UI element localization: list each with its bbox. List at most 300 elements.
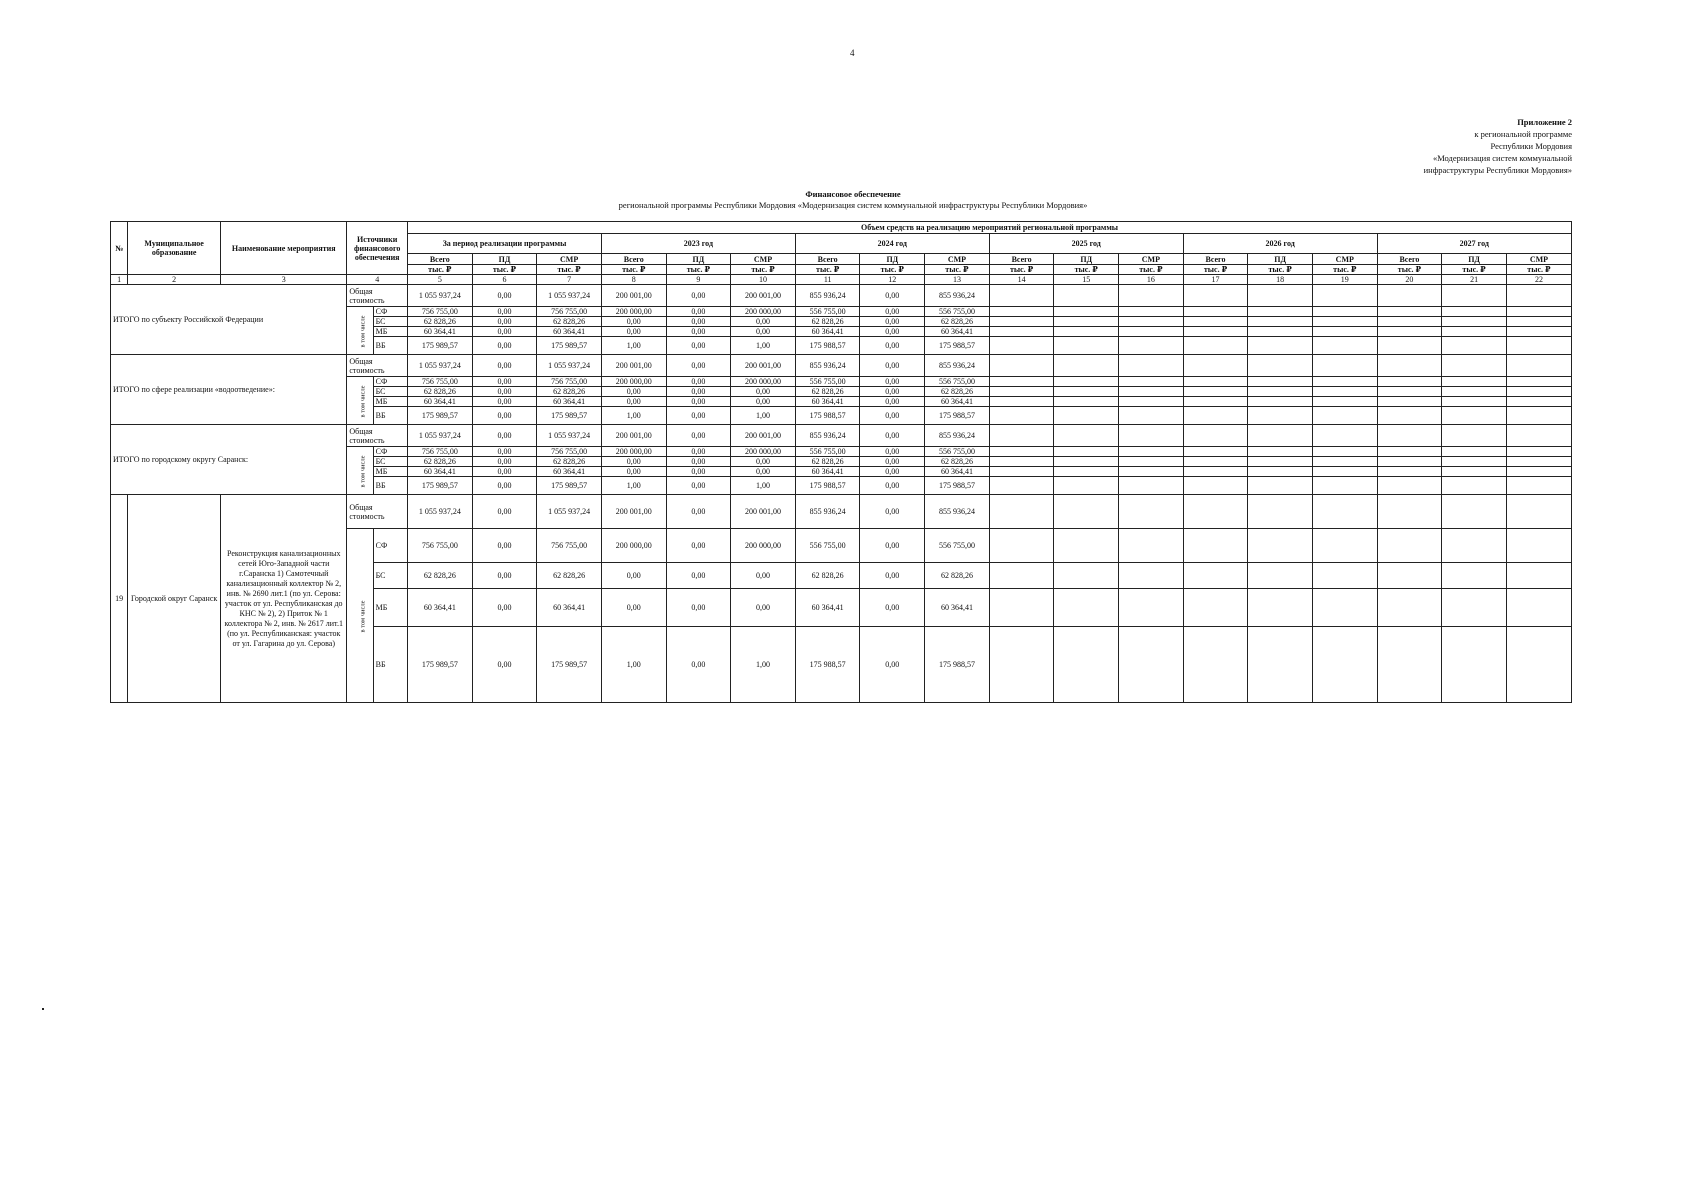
value-cell: 0,00 <box>472 407 537 425</box>
value-cell: 0,00 <box>666 387 731 397</box>
value-cell: 855 936,24 <box>925 285 990 307</box>
empty-cell <box>1506 457 1571 467</box>
value-cell: 62 828,26 <box>408 317 473 327</box>
empty-cell <box>1377 397 1442 407</box>
empty-cell <box>1442 387 1507 397</box>
value-cell: 0,00 <box>472 307 537 317</box>
value-cell: 0,00 <box>731 387 796 397</box>
empty-cell <box>1183 355 1248 377</box>
value-cell: 200 001,00 <box>731 355 796 377</box>
header-sub: Всего <box>601 254 666 265</box>
column-number: 13 <box>925 275 990 285</box>
empty-cell <box>1054 477 1119 495</box>
source-bs-label: БС <box>373 457 407 467</box>
value-cell: 60 364,41 <box>408 327 473 337</box>
value-cell: 855 936,24 <box>795 355 860 377</box>
value-cell: 0,00 <box>860 397 925 407</box>
header-event: Наименование мероприятия <box>221 222 347 275</box>
column-number: 4 <box>347 275 408 285</box>
empty-cell <box>1312 627 1377 703</box>
header-unit: тыс. ₽ <box>1119 265 1184 275</box>
empty-cell <box>1248 457 1313 467</box>
empty-cell <box>1312 317 1377 327</box>
value-cell: 200 000,00 <box>731 447 796 457</box>
value-cell: 60 364,41 <box>795 467 860 477</box>
empty-cell <box>1377 407 1442 425</box>
value-cell: 200 001,00 <box>601 425 666 447</box>
column-number: 20 <box>1377 275 1442 285</box>
value-cell: 1,00 <box>731 407 796 425</box>
including-text: в том числе <box>359 599 367 633</box>
value-cell: 756 755,00 <box>408 307 473 317</box>
source-vb-label: ВБ <box>373 627 407 703</box>
empty-cell <box>1054 467 1119 477</box>
value-cell: 200 000,00 <box>731 307 796 317</box>
value-cell: 0,00 <box>666 307 731 317</box>
empty-cell <box>1377 467 1442 477</box>
value-cell: 1,00 <box>601 407 666 425</box>
value-cell: 0,00 <box>472 377 537 387</box>
empty-cell <box>1312 529 1377 563</box>
empty-cell <box>1054 337 1119 355</box>
value-cell: 0,00 <box>666 327 731 337</box>
value-cell: 0,00 <box>472 457 537 467</box>
value-cell: 62 828,26 <box>795 317 860 327</box>
including-label <box>347 307 373 355</box>
source-mb-label: МБ <box>373 397 407 407</box>
header-unit: тыс. ₽ <box>1248 265 1313 275</box>
empty-cell <box>1506 337 1571 355</box>
empty-cell <box>1442 627 1507 703</box>
empty-cell <box>1506 563 1571 589</box>
value-cell: 0,00 <box>666 397 731 407</box>
empty-cell <box>1506 589 1571 627</box>
empty-cell <box>989 425 1054 447</box>
empty-cell <box>989 477 1054 495</box>
empty-cell <box>1248 589 1313 627</box>
empty-cell <box>989 447 1054 457</box>
value-cell: 0,00 <box>472 387 537 397</box>
header-volume: Объем средств на реализацию мероприятий региональной программы <box>408 222 1572 234</box>
value-cell: 200 001,00 <box>601 355 666 377</box>
header-sub: ПД <box>1054 254 1119 265</box>
empty-cell <box>1312 397 1377 407</box>
value-cell: 175 989,57 <box>537 407 602 425</box>
empty-cell <box>989 377 1054 387</box>
value-cell: 0,00 <box>860 377 925 387</box>
value-cell: 0,00 <box>666 495 731 529</box>
value-cell: 62 828,26 <box>537 317 602 327</box>
value-cell: 0,00 <box>472 285 537 307</box>
source-sf-label: СФ <box>373 529 407 563</box>
empty-cell <box>1248 407 1313 425</box>
empty-cell <box>1442 377 1507 387</box>
value-cell: 0,00 <box>860 337 925 355</box>
value-cell: 556 755,00 <box>795 307 860 317</box>
value-cell: 0,00 <box>601 589 666 627</box>
header-sub: СМР <box>1119 254 1184 265</box>
value-cell: 200 000,00 <box>601 307 666 317</box>
appendix-title: Приложение 2 <box>1517 117 1572 127</box>
empty-cell <box>989 387 1054 397</box>
empty-cell <box>1054 327 1119 337</box>
value-cell: 556 755,00 <box>795 447 860 457</box>
header-unit: тыс. ₽ <box>1054 265 1119 275</box>
empty-cell <box>1312 589 1377 627</box>
empty-cell <box>1183 627 1248 703</box>
empty-cell <box>1248 337 1313 355</box>
value-cell: 200 001,00 <box>731 425 796 447</box>
empty-cell <box>1248 355 1313 377</box>
empty-cell <box>1506 495 1571 529</box>
value-cell: 60 364,41 <box>408 397 473 407</box>
empty-cell <box>1248 397 1313 407</box>
value-cell: 0,00 <box>666 477 731 495</box>
column-number: 19 <box>1312 275 1377 285</box>
value-cell: 855 936,24 <box>795 495 860 529</box>
value-cell: 200 000,00 <box>601 529 666 563</box>
empty-cell <box>1442 467 1507 477</box>
value-cell: 0,00 <box>860 477 925 495</box>
empty-cell <box>1183 285 1248 307</box>
header-unit: тыс. ₽ <box>408 265 473 275</box>
value-cell: 855 936,24 <box>795 285 860 307</box>
empty-cell <box>1312 327 1377 337</box>
empty-cell <box>1248 307 1313 317</box>
value-cell: 175 989,57 <box>537 477 602 495</box>
empty-cell <box>1054 425 1119 447</box>
empty-cell <box>1442 563 1507 589</box>
empty-cell <box>1506 327 1571 337</box>
source-total-label: Общая стоимость <box>347 425 408 447</box>
empty-cell <box>1506 397 1571 407</box>
empty-cell <box>1442 477 1507 495</box>
empty-cell <box>1377 627 1442 703</box>
column-number: 3 <box>221 275 347 285</box>
empty-cell <box>1054 589 1119 627</box>
page-number: 4 <box>850 48 855 58</box>
row-number: 19 <box>111 495 128 703</box>
column-number: 14 <box>989 275 1054 285</box>
empty-cell <box>1442 407 1507 425</box>
value-cell: 62 828,26 <box>537 387 602 397</box>
appendix-line: Республики Мордовия <box>1490 141 1572 151</box>
including-text: в том числе <box>359 454 367 488</box>
empty-cell <box>1248 447 1313 457</box>
header-unit: тыс. ₽ <box>731 265 796 275</box>
value-cell: 1,00 <box>731 477 796 495</box>
including-label <box>347 377 373 425</box>
empty-cell <box>1442 317 1507 327</box>
empty-cell <box>989 563 1054 589</box>
value-cell: 60 364,41 <box>925 327 990 337</box>
source-bs-label: БС <box>373 387 407 397</box>
empty-cell <box>1377 307 1442 317</box>
value-cell: 62 828,26 <box>925 563 990 589</box>
empty-cell <box>1119 627 1184 703</box>
column-number: 12 <box>860 275 925 285</box>
value-cell: 855 936,24 <box>795 425 860 447</box>
empty-cell <box>1119 477 1184 495</box>
header-period-2027: 2027 год <box>1377 234 1571 254</box>
empty-cell <box>1442 285 1507 307</box>
section-label: ИТОГО по субъекту Российской Федерации <box>111 285 347 355</box>
source-total-label: Общая стоимость <box>347 495 408 529</box>
value-cell: 200 001,00 <box>731 495 796 529</box>
value-cell: 556 755,00 <box>795 377 860 387</box>
value-cell: 60 364,41 <box>537 467 602 477</box>
value-cell: 1,00 <box>601 627 666 703</box>
column-number: 7 <box>537 275 602 285</box>
empty-cell <box>1054 317 1119 327</box>
header-unit: тыс. ₽ <box>860 265 925 275</box>
value-cell: 1 055 937,24 <box>408 425 473 447</box>
value-cell: 175 988,57 <box>795 407 860 425</box>
column-number: 1 <box>111 275 128 285</box>
empty-cell <box>1054 457 1119 467</box>
value-cell: 0,00 <box>601 397 666 407</box>
header-sub: Всего <box>989 254 1054 265</box>
column-number: 22 <box>1506 275 1571 285</box>
value-cell: 756 755,00 <box>408 447 473 457</box>
source-sf-label: СФ <box>373 307 407 317</box>
empty-cell <box>1119 317 1184 327</box>
empty-cell <box>1183 327 1248 337</box>
empty-cell <box>1377 447 1442 457</box>
empty-cell <box>1119 457 1184 467</box>
value-cell: 0,00 <box>472 425 537 447</box>
empty-cell <box>1506 285 1571 307</box>
empty-cell <box>989 307 1054 317</box>
empty-cell <box>1119 397 1184 407</box>
empty-cell <box>1054 495 1119 529</box>
empty-cell <box>1312 387 1377 397</box>
empty-cell <box>1054 285 1119 307</box>
empty-cell <box>1119 563 1184 589</box>
header-unit: тыс. ₽ <box>1506 265 1571 275</box>
empty-cell <box>1312 457 1377 467</box>
column-number: 10 <box>731 275 796 285</box>
value-cell: 0,00 <box>472 355 537 377</box>
empty-cell <box>1119 467 1184 477</box>
empty-cell <box>1506 317 1571 327</box>
empty-cell <box>1377 563 1442 589</box>
empty-cell <box>1312 285 1377 307</box>
empty-cell <box>1506 425 1571 447</box>
municipality-name: Городской округ Саранск <box>128 495 221 703</box>
empty-cell <box>1312 563 1377 589</box>
empty-cell <box>989 467 1054 477</box>
empty-cell <box>1312 425 1377 447</box>
value-cell: 62 828,26 <box>408 563 473 589</box>
empty-cell <box>1054 627 1119 703</box>
value-cell: 200 001,00 <box>601 285 666 307</box>
empty-cell <box>1506 355 1571 377</box>
value-cell: 0,00 <box>472 317 537 327</box>
empty-cell <box>1183 495 1248 529</box>
empty-cell <box>989 317 1054 327</box>
empty-cell <box>1054 447 1119 457</box>
value-cell: 60 364,41 <box>537 589 602 627</box>
value-cell: 0,00 <box>666 337 731 355</box>
value-cell: 0,00 <box>472 529 537 563</box>
header-unit: тыс. ₽ <box>666 265 731 275</box>
value-cell: 0,00 <box>860 467 925 477</box>
value-cell: 0,00 <box>472 627 537 703</box>
financing-table <box>110 221 1572 703</box>
empty-cell <box>1377 477 1442 495</box>
value-cell: 556 755,00 <box>925 307 990 317</box>
empty-cell <box>1377 377 1442 387</box>
value-cell: 62 828,26 <box>925 457 990 467</box>
header-sub: СМР <box>1506 254 1571 265</box>
value-cell: 62 828,26 <box>795 563 860 589</box>
column-number: 21 <box>1442 275 1507 285</box>
empty-cell <box>1248 495 1313 529</box>
empty-cell <box>1377 285 1442 307</box>
document-title <box>0 189 1706 211</box>
value-cell: 175 988,57 <box>795 337 860 355</box>
including-label <box>347 447 373 495</box>
empty-cell <box>1183 447 1248 457</box>
value-cell: 855 936,24 <box>925 495 990 529</box>
source-mb-label: МБ <box>373 467 407 477</box>
column-number: 16 <box>1119 275 1184 285</box>
value-cell: 756 755,00 <box>408 529 473 563</box>
value-cell: 0,00 <box>472 337 537 355</box>
header-sub: Всего <box>408 254 473 265</box>
header-unit: тыс. ₽ <box>1377 265 1442 275</box>
empty-cell <box>1248 387 1313 397</box>
value-cell: 175 988,57 <box>795 627 860 703</box>
empty-cell <box>1442 355 1507 377</box>
empty-cell <box>1054 397 1119 407</box>
header-num: № <box>111 222 128 275</box>
value-cell: 556 755,00 <box>925 529 990 563</box>
empty-cell <box>1183 317 1248 327</box>
value-cell: 175 989,57 <box>537 337 602 355</box>
empty-cell <box>1377 589 1442 627</box>
empty-cell <box>1442 495 1507 529</box>
empty-cell <box>1442 397 1507 407</box>
empty-cell <box>1054 407 1119 425</box>
value-cell: 200 001,00 <box>601 495 666 529</box>
value-cell: 175 988,57 <box>925 337 990 355</box>
empty-cell <box>1248 425 1313 447</box>
value-cell: 0,00 <box>601 457 666 467</box>
empty-cell <box>1377 457 1442 467</box>
empty-cell <box>989 589 1054 627</box>
column-number: 17 <box>1183 275 1248 285</box>
value-cell: 855 936,24 <box>925 355 990 377</box>
value-cell: 0,00 <box>860 425 925 447</box>
value-cell: 200 000,00 <box>601 447 666 457</box>
column-number: 18 <box>1248 275 1313 285</box>
empty-cell <box>1442 589 1507 627</box>
empty-cell <box>1183 589 1248 627</box>
empty-cell <box>1248 529 1313 563</box>
header-sub: Всего <box>795 254 860 265</box>
value-cell: 0,00 <box>666 355 731 377</box>
including-text: в том числе <box>359 314 367 348</box>
header-sub: СМР <box>1312 254 1377 265</box>
empty-cell <box>1442 425 1507 447</box>
column-number: 9 <box>666 275 731 285</box>
empty-cell <box>989 529 1054 563</box>
header-sub: ПД <box>1442 254 1507 265</box>
value-cell: 175 988,57 <box>925 407 990 425</box>
appendix-block <box>1312 116 1572 176</box>
empty-cell <box>1183 563 1248 589</box>
header-sub: ПД <box>472 254 537 265</box>
value-cell: 1,00 <box>731 627 796 703</box>
value-cell: 0,00 <box>666 589 731 627</box>
empty-cell <box>1183 467 1248 477</box>
value-cell: 0,00 <box>860 627 925 703</box>
empty-cell <box>1119 285 1184 307</box>
source-bs-label: БС <box>373 563 407 589</box>
value-cell: 175 989,57 <box>537 627 602 703</box>
empty-cell <box>1119 407 1184 425</box>
empty-cell <box>1377 387 1442 397</box>
empty-cell <box>1312 447 1377 457</box>
header-period-2024: 2024 год <box>795 234 989 254</box>
value-cell: 175 989,57 <box>408 337 473 355</box>
source-vb-label: ВБ <box>373 477 407 495</box>
header-sub: ПД <box>666 254 731 265</box>
empty-cell <box>1248 327 1313 337</box>
header-unit: тыс. ₽ <box>795 265 860 275</box>
empty-cell <box>1248 563 1313 589</box>
value-cell: 1,00 <box>731 337 796 355</box>
value-cell: 175 989,57 <box>408 477 473 495</box>
empty-cell <box>1119 447 1184 457</box>
value-cell: 175 988,57 <box>925 627 990 703</box>
column-number: 11 <box>795 275 860 285</box>
value-cell: 60 364,41 <box>795 327 860 337</box>
value-cell: 200 001,00 <box>731 285 796 307</box>
value-cell: 0,00 <box>731 457 796 467</box>
empty-cell <box>989 457 1054 467</box>
empty-cell <box>1506 307 1571 317</box>
empty-cell <box>1248 317 1313 327</box>
header-sub: СМР <box>537 254 602 265</box>
value-cell: 855 936,24 <box>925 425 990 447</box>
value-cell: 0,00 <box>666 377 731 387</box>
empty-cell <box>1119 529 1184 563</box>
header-unit: тыс. ₽ <box>1442 265 1507 275</box>
value-cell: 556 755,00 <box>925 447 990 457</box>
source-vb-label: ВБ <box>373 407 407 425</box>
empty-cell <box>1183 397 1248 407</box>
value-cell: 60 364,41 <box>408 467 473 477</box>
empty-cell <box>1377 355 1442 377</box>
source-total-label: Общая стоимость <box>347 355 408 377</box>
empty-cell <box>989 495 1054 529</box>
value-cell: 1 055 937,24 <box>537 285 602 307</box>
value-cell: 0,00 <box>731 589 796 627</box>
value-cell: 0,00 <box>860 355 925 377</box>
document-title-line-1: Финансовое обеспечение <box>805 189 901 199</box>
empty-cell <box>989 355 1054 377</box>
empty-cell <box>1119 425 1184 447</box>
value-cell: 1 055 937,24 <box>408 285 473 307</box>
value-cell: 0,00 <box>731 467 796 477</box>
empty-cell <box>1054 355 1119 377</box>
value-cell: 60 364,41 <box>408 589 473 627</box>
empty-cell <box>1312 377 1377 387</box>
value-cell: 1 055 937,24 <box>408 495 473 529</box>
